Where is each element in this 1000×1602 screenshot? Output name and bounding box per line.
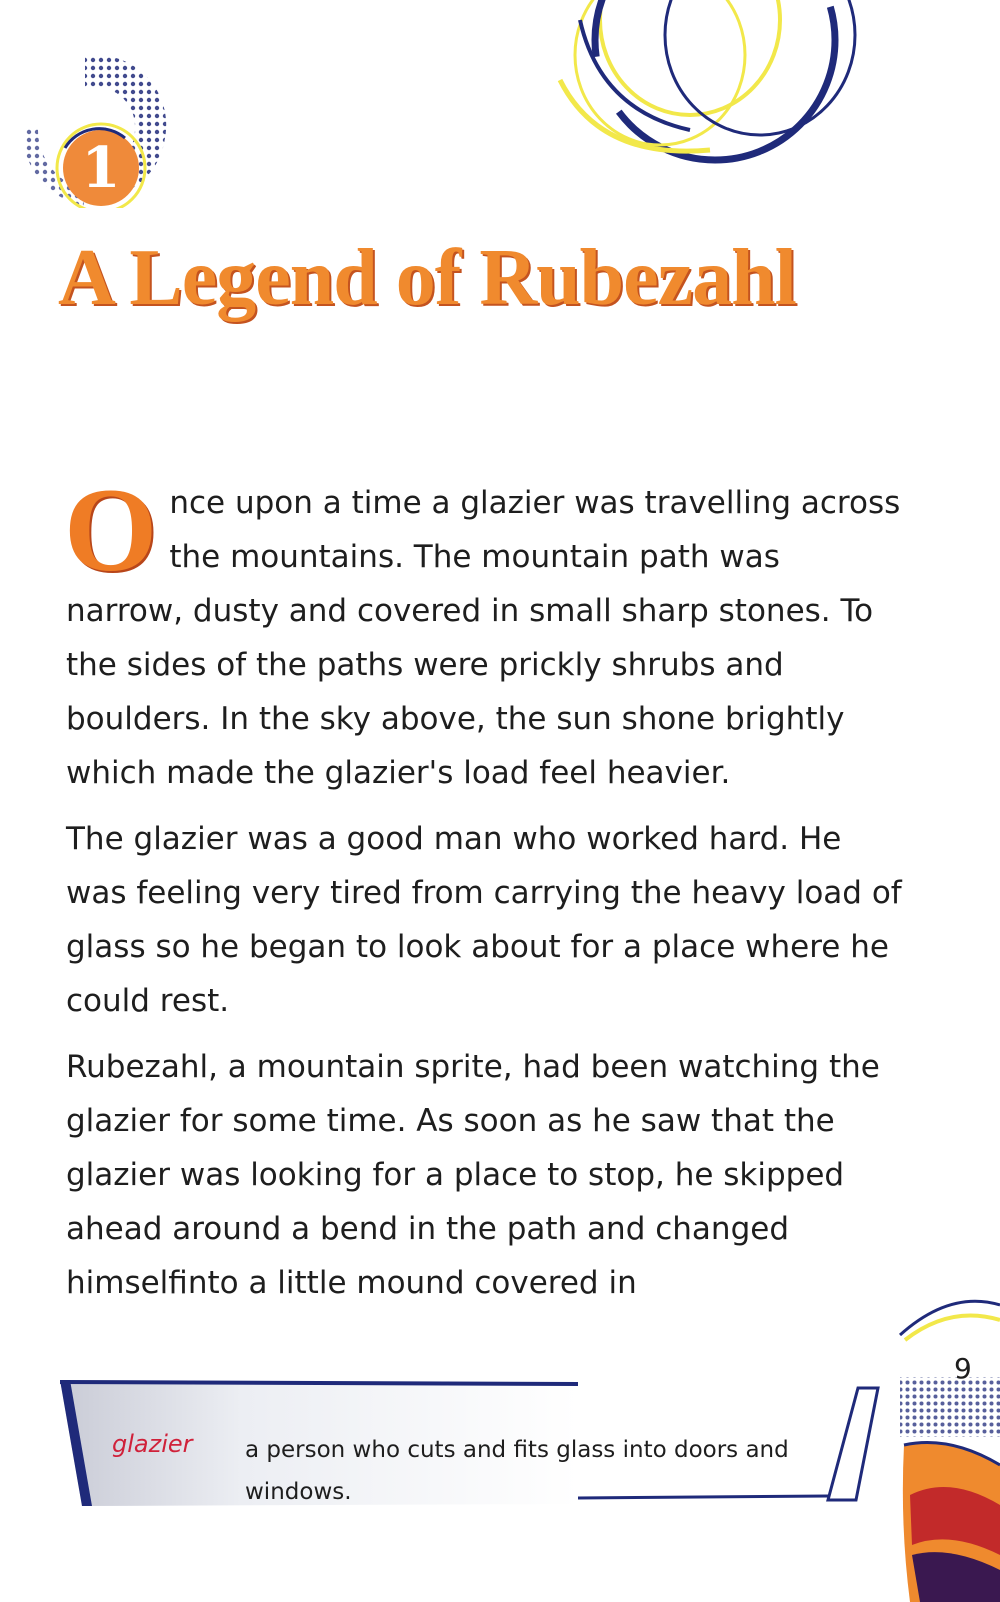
- page-number: 9: [954, 1352, 972, 1385]
- story-paragraph: The glazier was a good man who worked hard. He was feeling very tired from carrying the heavy load of glass so he began to look about for a place where he could rest.: [66, 821, 902, 1019]
- chapter-number: 1: [81, 135, 121, 201]
- page-title: A Legend of Rubezahl: [58, 234, 796, 322]
- decorative-circles-graphic: [540, 0, 880, 170]
- chapter-badge: [25, 48, 175, 208]
- glossary-definition: a person who cuts and fits glass into doors and windows.: [245, 1437, 789, 1505]
- drop-cap: O: [64, 463, 158, 596]
- paragraph-text: nce upon a time a glazier was travelling across the mountains. The mountain path was narrow, dusty and covered in small sharp stones. To the sides of the paths were prickly shrubs and boulders. In the sky above, the sun shone brightly which made the glazier's load feel heavier.: [66, 485, 901, 791]
- story-text: [64, 463, 906, 1322]
- glossary-word: glazier: [112, 1430, 193, 1458]
- story-paragraph: Rubezahl, a mountain sprite, had been watching the glazier for some time. As soon as he saw that the glazier was looking for a place to stop, he skipped ahead around a bend in the path and changed himselfinto a little mound covered in: [66, 1049, 880, 1301]
- story-paragraph: [64, 463, 906, 800]
- decorative-corner-graphic: [890, 1295, 1000, 1602]
